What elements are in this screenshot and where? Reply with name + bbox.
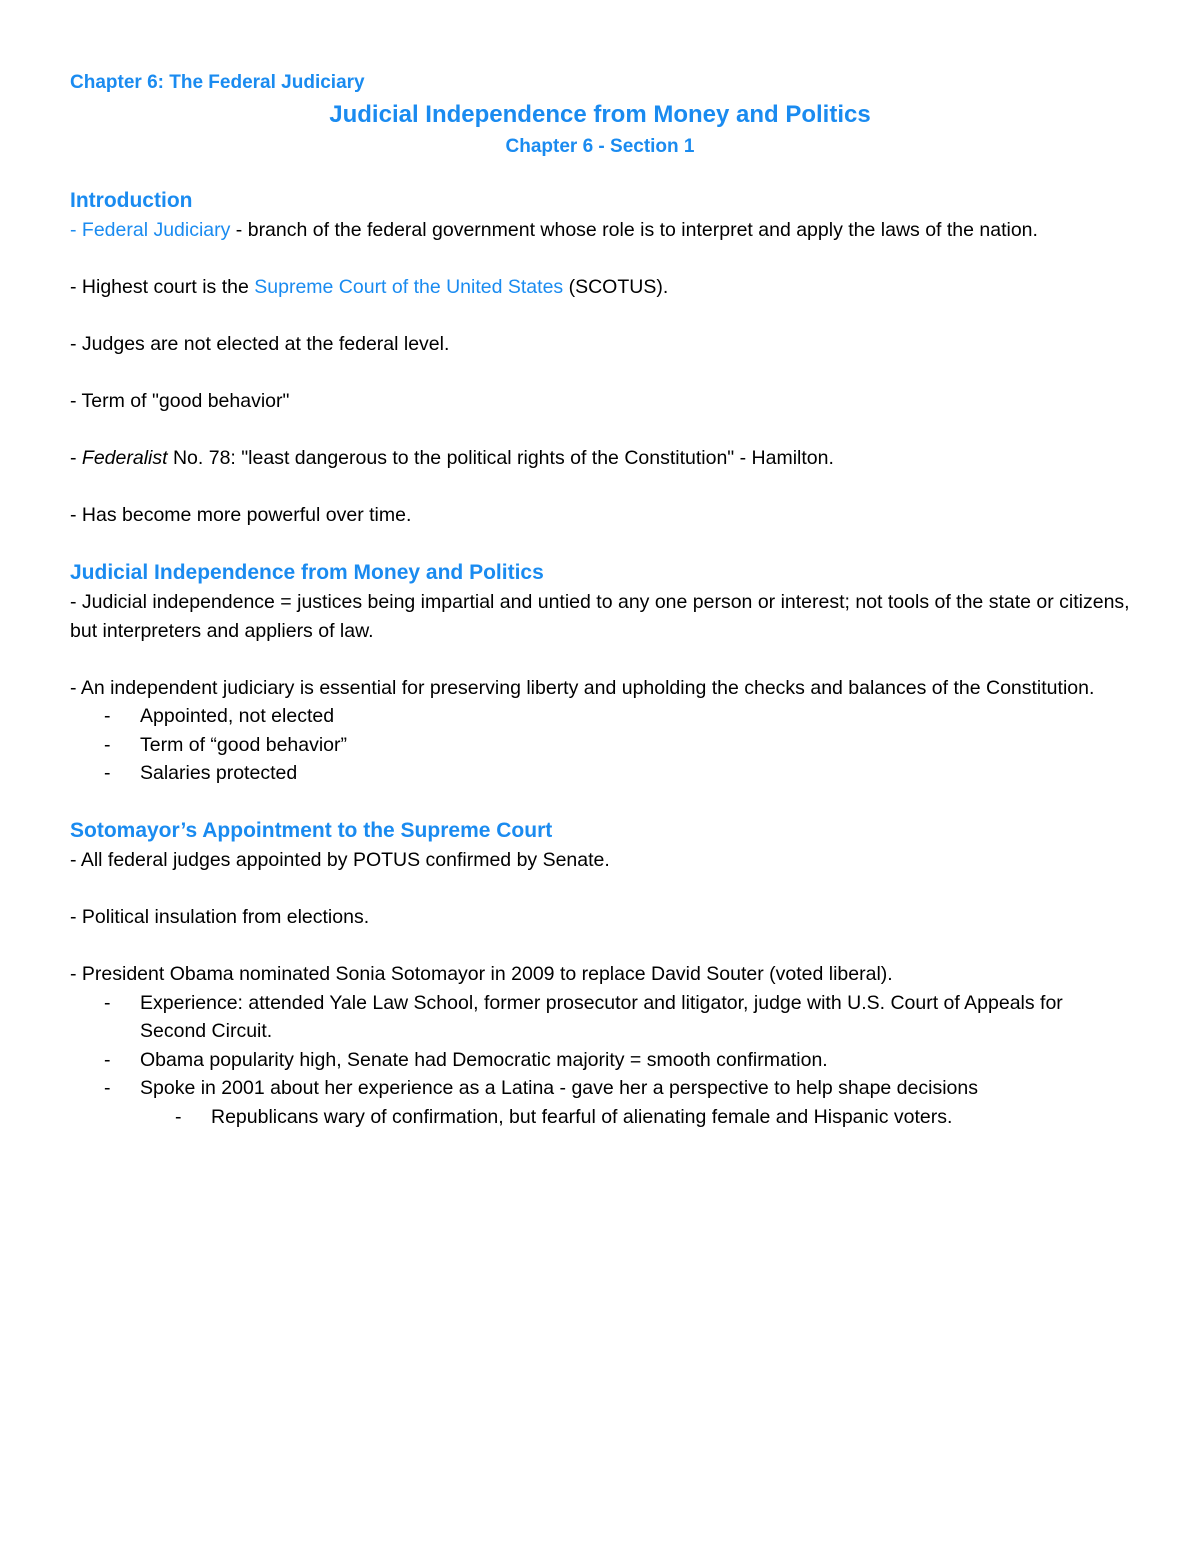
highest-court-suffix: (SCOTUS). — [563, 276, 669, 298]
federal-judiciary-definition: - branch of the federal government whose role is to interpret and apply the laws of the nation. — [230, 219, 1038, 241]
section-heading-independence: Judicial Independence from Money and Politics — [70, 561, 544, 584]
federalist-rest: No. 78: "least dangerous to the political rights of the Constitution" - Hamilton. — [167, 447, 834, 469]
list-item-text: Experience: attended Yale Law School, former prosecutor and litigator, judge with U.S. Court of Appeals for Second Circuit. — [140, 991, 1063, 1042]
list-item — [70, 759, 1130, 788]
list-item-text: Appointed, not elected — [140, 705, 335, 727]
more-powerful-paragraph: - Has become more powerful over time. — [70, 504, 412, 526]
list-item — [70, 989, 1130, 1046]
list-item — [70, 731, 1130, 760]
section-heading-sotomayor: Sotomayor’s Appointment to the Supreme Court — [70, 819, 553, 842]
document-page — [70, 68, 1130, 1131]
sub-list-item — [70, 1103, 1130, 1132]
nomination-paragraph: - President Obama nominated Sonia Sotomayor in 2009 to replace David Souter (voted liberal). — [70, 963, 893, 985]
judges-not-elected-paragraph: - Judges are not elected at the federal level. — [70, 333, 450, 355]
federalist-prefix: - — [70, 447, 82, 469]
list-item — [70, 1074, 1130, 1103]
sub-list-item-text: Republicans wary of confirmation, but fearful of alienating female and Hispanic voters. — [211, 1105, 953, 1128]
list-item-text: Term of “good behavior” — [140, 733, 348, 756]
highest-court-paragraph — [70, 273, 1130, 302]
independence-definition-paragraph: - Judicial independence = justices being impartial and untied to any one person or interest; not tools of the state or citizens, but interpreters and appliers of law. — [70, 591, 1130, 642]
federalist-paragraph — [70, 444, 1130, 473]
insulation-paragraph: - Political insulation from elections. — [70, 906, 370, 928]
federalist-italic: Federalist — [81, 447, 168, 469]
list-item — [70, 702, 1130, 731]
supreme-court-link[interactable]: Supreme Court of the United States — [254, 276, 564, 298]
bullet-dash: - — [175, 1105, 182, 1128]
list-item-text: Spoke in 2001 about her experience as a Latina - gave her a perspective to help shape decisions — [140, 1077, 978, 1099]
bullet-dash: - — [104, 705, 111, 727]
federal-judiciary-link[interactable]: - Federal Judiciary — [70, 219, 231, 241]
page-subtitle: Chapter 6 - Section 1 — [505, 136, 695, 157]
list-item-text: Obama popularity high, Senate had Democratic majority = smooth confirmation. — [140, 1048, 828, 1071]
appointed-paragraph: - All federal judges appointed by POTUS confirmed by Senate. — [70, 849, 610, 871]
bullet-dash: - — [104, 733, 111, 756]
good-behavior-paragraph: - Term of "good behavior" — [70, 390, 290, 412]
highest-court-prefix: - Highest court is the — [70, 276, 255, 298]
federal-judiciary-paragraph — [70, 216, 1130, 245]
bullet-dash: - — [104, 1048, 111, 1071]
chapter-label: Chapter 6: The Federal Judiciary — [70, 72, 365, 93]
bullet-dash: - — [104, 1077, 111, 1099]
page-title: Judicial Independence from Money and Politics — [329, 101, 871, 128]
list-item — [70, 1046, 1130, 1075]
independence-essential-paragraph: - An independent judiciary is essential for preserving liberty and upholding the checks and balances of the Constitution. — [70, 676, 1095, 699]
list-item-text: Salaries protected — [140, 762, 298, 784]
section-heading-introduction: Introduction — [70, 189, 193, 212]
bullet-dash: - — [104, 762, 111, 784]
bullet-dash: - — [104, 991, 111, 1014]
